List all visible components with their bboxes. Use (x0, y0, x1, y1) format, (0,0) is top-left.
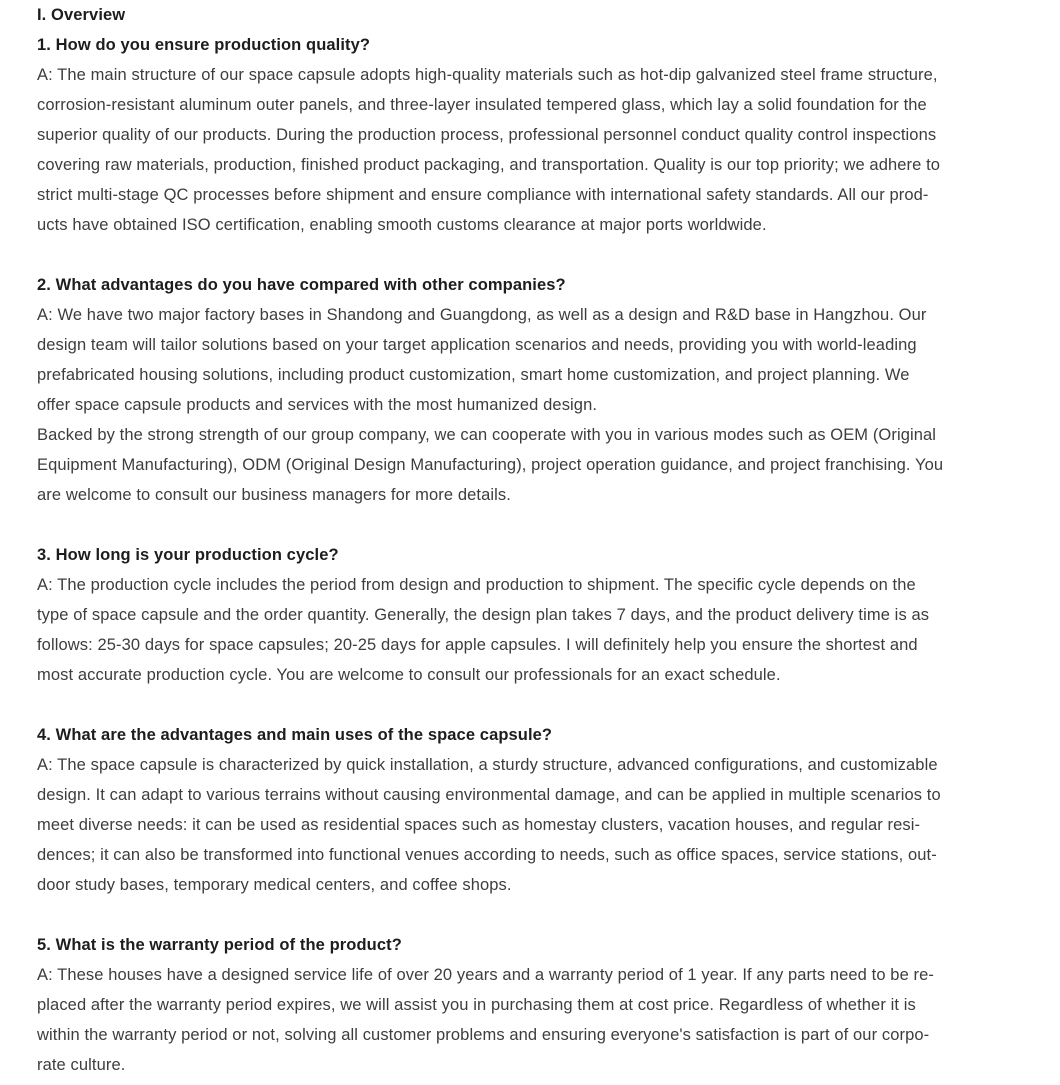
answer-line: strict multi-stage QC processes before shipment and ensure compliance with international safety standards. All our prod- (37, 186, 929, 204)
answer-line: are welcome to consult our business managers for more details. (37, 486, 511, 504)
question-heading: 2. What advantages do you have compared with other companies? (37, 276, 566, 294)
answer-line: type of space capsule and the order quantity. Generally, the design plan takes 7 days, and the product delivery time is as (37, 606, 930, 624)
document-title: I. Overview (37, 6, 126, 24)
answer-line: door study bases, temporary medical centers, and coffee shops. (37, 876, 512, 894)
answer-line: most accurate production cycle. You are welcome to consult our professionals for an exact schedule. (37, 666, 781, 684)
answer-line: corrosion-resistant aluminum outer panels, and three-layer insulated tempered glass, which lay a solid foundation for the (37, 96, 927, 114)
answer-line: A: The main structure of our space capsule adopts high-quality materials such as hot-dip galvanized steel frame structure, (37, 66, 938, 84)
answer-line: Backed by the strong strength of our group company, we can cooperate with you in various modes such as OEM (Original (37, 426, 937, 444)
faq-section-3 (37, 540, 1040, 690)
answer-line: dences; it can also be transformed into functional venues according to needs, such as office spaces, service stations, out- (37, 846, 937, 864)
faq-section-4 (37, 720, 1040, 900)
answer-line: A: These houses have a designed service life of over 20 years and a warranty period of 1 year. If any parts need to be re- (37, 966, 934, 984)
answer-line: within the warranty period or not, solving all customer problems and ensuring everyone's satisfaction is part of our corpo- (37, 1026, 930, 1044)
answer-line: covering raw materials, production, finished product packaging, and transportation. Quality is our top priority; we adhere to (37, 156, 941, 174)
answer-line: ucts have obtained ISO certification, enabling smooth customs clearance at major ports worldwide. (37, 216, 767, 234)
answer-line: rate culture. (37, 1056, 126, 1074)
answer-line: A: We have two major factory bases in Shandong and Guangdong, as well as a design and R&D base in Hangzhou. Our (37, 306, 927, 324)
faq-section-5 (37, 930, 1040, 1080)
answer-line: design. It can adapt to various terrains without causing environmental damage, and can be applied in multiple scenarios to (37, 786, 941, 804)
answer-line: prefabricated housing solutions, including product customization, smart home customization, and project planning. We (37, 366, 910, 384)
answer-line: placed after the warranty period expires, we will assist you in purchasing them at cost price. Regardless of whether it is (37, 996, 916, 1014)
answer-line: meet diverse needs: it can be used as residential spaces such as homestay clusters, vacation houses, and regular resi- (37, 816, 921, 834)
answer-line: A: The space capsule is characterized by quick installation, a sturdy structure, advanced configurations, and customizable (37, 756, 938, 774)
question-heading: 1. How do you ensure production quality? (37, 36, 371, 54)
answer-line: Equipment Manufacturing), ODM (Original Design Manufacturing), project operation guidance, and project franchising. You (37, 456, 944, 474)
answer-line: offer space capsule products and services with the most humanized design. (37, 396, 598, 414)
answer-line: A: The production cycle includes the period from design and production to shipment. The specific cycle depends on the (37, 576, 916, 594)
answer-line: design team will tailor solutions based on your target application scenarios and needs, providing you with world-leading (37, 336, 917, 354)
answer-line: superior quality of our products. During the production process, professional personnel conduct quality control inspections (37, 126, 937, 144)
answer-line: follows: 25-30 days for space capsules; 20-25 days for apple capsules. I will definitely help you ensure the shortest and (37, 636, 918, 654)
question-heading: 5. What is the warranty period of the product? (37, 936, 402, 954)
question-heading: 4. What are the advantages and main uses of the space capsule? (37, 726, 553, 744)
question-heading: 3. How long is your production cycle? (37, 546, 339, 564)
faq-section-1 (37, 30, 1040, 240)
faq-section-2 (37, 270, 1040, 510)
